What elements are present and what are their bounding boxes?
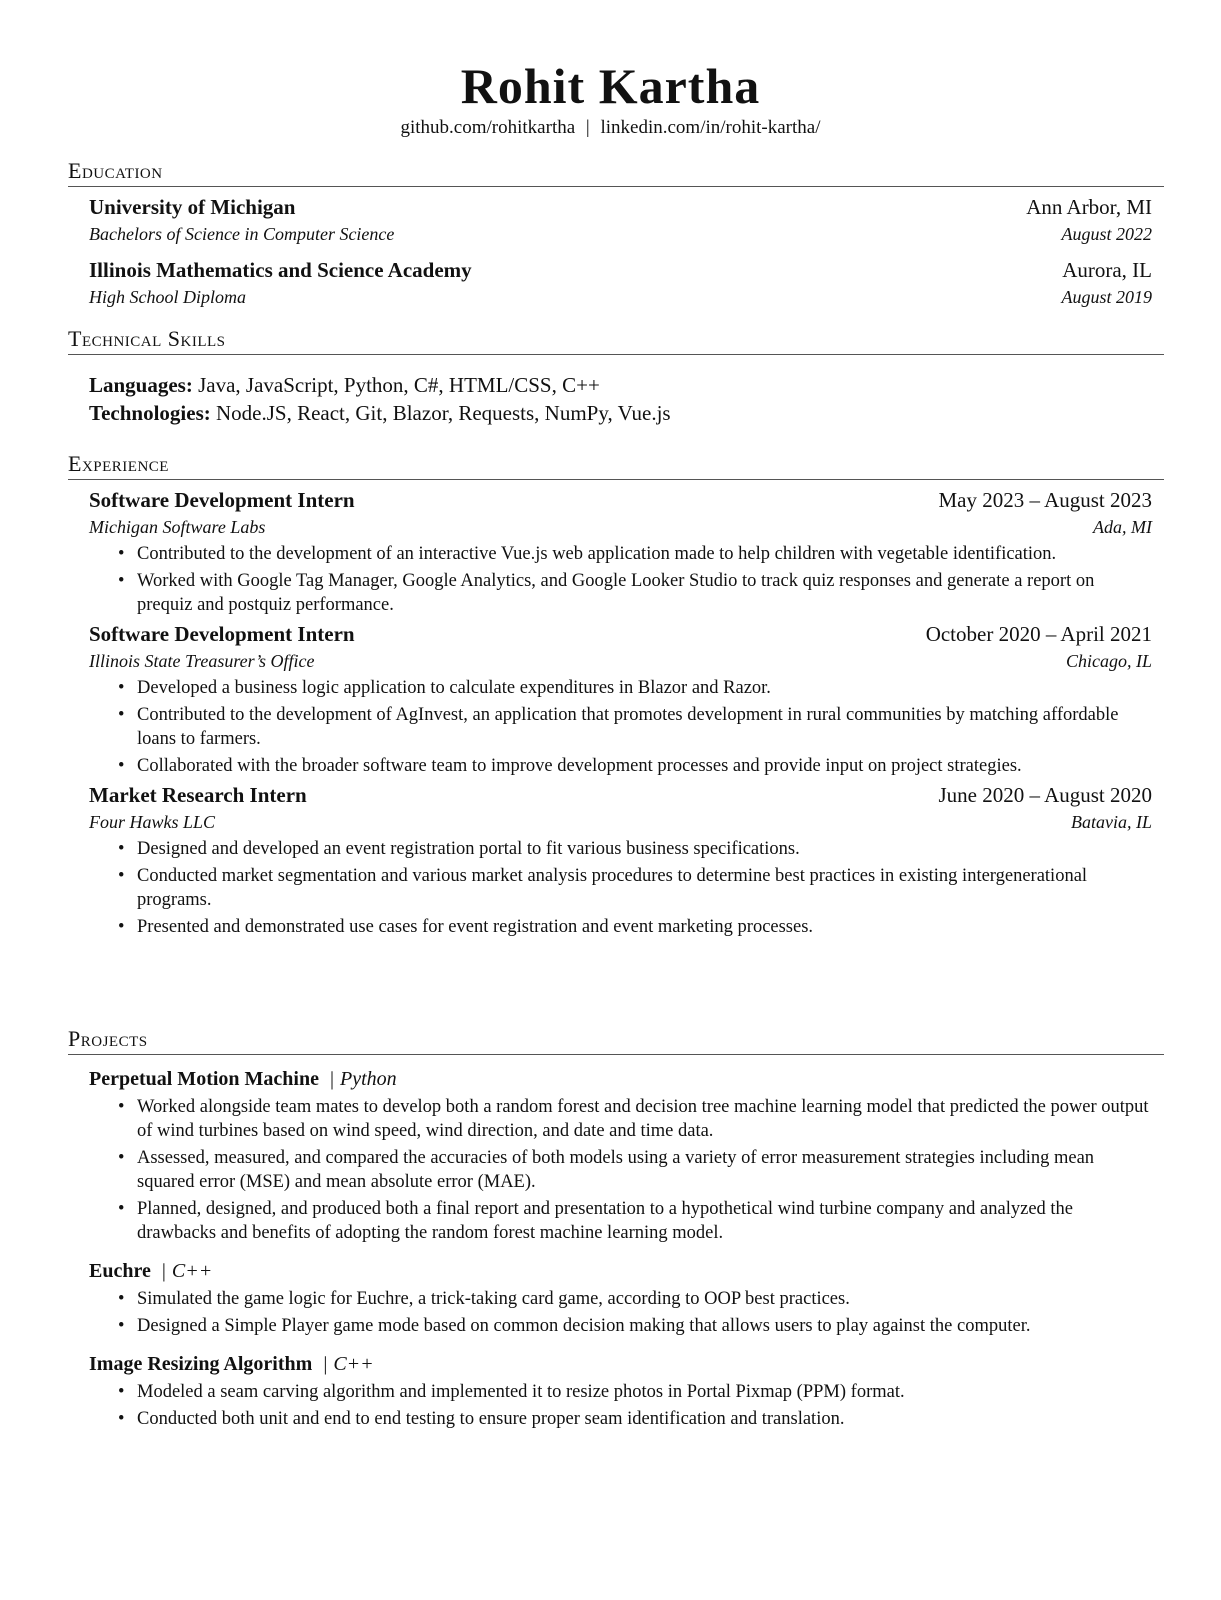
project-tech: Python: [339, 1068, 397, 1090]
bullet-item: • Worked with Google Tag Manager, Google Analytics, and Google Looker Studio to track quiz responses and generate a report on prequiz and postquiz performance.: [118, 571, 1095, 615]
job-sub-row: [89, 809, 1152, 835]
bullet-icon: •: [118, 756, 125, 776]
candidate-name: Rohit Kartha: [460, 58, 761, 114]
job-dates: June 2020 – August 2020: [938, 783, 1152, 807]
job-company: Michigan Software Labs: [89, 517, 266, 537]
bullet-icon: •: [118, 1289, 125, 1309]
project-name: Image Resizing Algorithm: [89, 1353, 313, 1375]
job-location: Chicago, IL: [1065, 651, 1152, 671]
job-dates: May 2023 – August 2023: [938, 488, 1152, 512]
job-entry: [89, 781, 1152, 939]
job-role: Software Development Intern: [89, 622, 355, 646]
github-link[interactable]: github.com/rohitkartha: [400, 117, 576, 138]
section-title-skills: Technical Skills: [68, 326, 1164, 355]
bullet-item: • Conducted both unit and end to end testing to ensure proper seam identification and translation.: [118, 1409, 845, 1429]
bullet-item: • Developed a business logic application to calculate expenditures in Blazor and Razor.: [118, 678, 771, 698]
bullet-icon: •: [118, 1382, 125, 1402]
bullet-item: • Contributed to the development of AgInvest, an application that promotes development in rural communities by matching affordable loans to farmers.: [118, 705, 1119, 749]
project-bullets: [89, 1095, 1152, 1245]
contact-line: [0, 116, 1221, 140]
project-title-row: [89, 1350, 1152, 1378]
bullet-item: • Conducted market segmentation and various market analysis procedures to determine best practices in existing intergenerational programs.: [118, 866, 1088, 910]
school-name: University of Michigan: [89, 195, 296, 219]
bullet-item: • Planned, designed, and produced both a final report and presentation to a hypothetical wind turbine company and analyzed the drawbacks and benefits of adopting the random forest machine learning model.: [118, 1199, 1074, 1243]
project-entry: [89, 1350, 1152, 1431]
project-separator: |: [329, 1068, 334, 1090]
bullet-item: • Contributed to the development of an interactive Vue.js web application made to help children with vegetable identification.: [118, 544, 1057, 564]
project-tech: C++: [171, 1260, 213, 1282]
bullet-item: • Worked alongside team mates to develop both a random forest and decision tree machine learning model that predicted the power output of wind turbines based on wind speed, wind direction, and date and time data.: [118, 1097, 1149, 1141]
job-main-row: [89, 620, 1152, 648]
job-main-row: [89, 486, 1152, 514]
linkedin-link[interactable]: linkedin.com/in/rohit-kartha/: [600, 117, 821, 138]
bullet-icon: •: [118, 1097, 125, 1117]
degree: High School Diploma: [89, 287, 246, 307]
job-role: Market Research Intern: [89, 783, 307, 807]
job-entry: [89, 620, 1152, 778]
project-title-row: [89, 1065, 1152, 1093]
degree: Bachelors of Science in Computer Science: [89, 224, 395, 244]
education-entry-sub-row: [89, 284, 1152, 310]
section-title-projects: Projects: [68, 1026, 1164, 1055]
education-entry-main-row: [89, 193, 1152, 221]
school-location: Aurora, IL: [1062, 258, 1152, 282]
bullet-icon: •: [118, 1316, 125, 1336]
graduation-date: August 2019: [1061, 287, 1152, 307]
bullet-icon: •: [118, 678, 125, 698]
job-dates: October 2020 – April 2021: [925, 622, 1152, 646]
technologies-label: Technologies:: [89, 401, 211, 425]
graduation-date: August 2022: [1061, 224, 1152, 244]
job-bullets: [89, 837, 1152, 939]
education-entry: [89, 256, 1152, 310]
education-entry-main-row: [89, 256, 1152, 284]
bullet-icon: •: [118, 544, 125, 564]
languages-label: Languages:: [89, 373, 193, 397]
job-role: Software Development Intern: [89, 488, 355, 512]
skills-list: [68, 371, 1164, 427]
bullet-icon: •: [118, 866, 125, 886]
bullet-item: • Assessed, measured, and compared the accuracies of both models using a variety of error measurement strategies including mean squared error (MSE) and mean absolute error (MAE).: [118, 1148, 1095, 1192]
technologies-value: Node.JS, React, Git, Blazor, Requests, NumPy, Vue.js: [215, 401, 671, 425]
bullet-icon: •: [118, 1199, 125, 1219]
school-location: Ann Arbor, MI: [1026, 195, 1152, 219]
job-main-row: [89, 781, 1152, 809]
job-company: Illinois State Treasurer’s Office: [89, 651, 315, 671]
bullet-item: • Presented and demonstrated use cases for event registration and event marketing processes.: [118, 917, 814, 937]
job-location: Ada, MI: [1093, 517, 1152, 537]
project-entry: [89, 1257, 1152, 1338]
job-bullets: [89, 542, 1152, 617]
section-title-education: Education: [68, 158, 1164, 187]
project-separator: |: [323, 1353, 328, 1375]
bullet-icon: •: [118, 1148, 125, 1168]
education-section: [68, 158, 1164, 310]
skills-technologies-row: [89, 399, 1164, 427]
bullet-icon: •: [118, 839, 125, 859]
bullet-item: • Designed and developed an event registration portal to fit various business specifications.: [118, 839, 800, 859]
projects-section: [68, 1026, 1164, 1434]
bullet-item: • Simulated the game logic for Euchre, a trick-taking card game, according to OOP best practices.: [118, 1289, 850, 1309]
skills-languages-row: [89, 371, 1164, 399]
project-separator: |: [161, 1260, 166, 1282]
job-bullets: [89, 676, 1152, 778]
bullet-item: • Modeled a seam carving algorithm and implemented it to resize photos in Portal Pixmap (PPM) format.: [118, 1382, 905, 1402]
resume-header: [0, 56, 1221, 140]
job-company: Four Hawks LLC: [89, 812, 216, 832]
job-sub-row: [89, 514, 1152, 540]
bullet-icon: •: [118, 705, 125, 725]
education-entry: [89, 193, 1152, 247]
project-name: Euchre: [89, 1260, 151, 1282]
bullet-icon: •: [118, 1409, 125, 1429]
project-title-row: [89, 1257, 1152, 1285]
skills-section: [68, 326, 1164, 427]
languages-value: Java, JavaScript, Python, C#, HTML/CSS, C++: [198, 373, 600, 397]
job-entry: [89, 486, 1152, 617]
bullet-icon: •: [118, 571, 125, 591]
job-sub-row: [89, 648, 1152, 674]
project-bullets: [89, 1380, 1152, 1431]
project-bullets: [89, 1287, 1152, 1338]
contact-separator: |: [585, 117, 590, 138]
project-tech: C++: [333, 1353, 374, 1375]
project-name: Perpetual Motion Machine: [89, 1068, 319, 1090]
bullet-item: • Collaborated with the broader software team to improve development processes and provide input on project strategies.: [118, 756, 1022, 776]
bullet-icon: •: [118, 917, 125, 937]
school-name: Illinois Mathematics and Science Academy: [89, 258, 472, 282]
experience-section: [68, 451, 1164, 942]
project-entry: [89, 1065, 1152, 1245]
bullet-item: • Designed a Simple Player game mode based on common decision making that allows users to play against the computer.: [118, 1316, 1031, 1336]
education-entry-sub-row: [89, 221, 1152, 247]
job-location: Batavia, IL: [1071, 812, 1152, 832]
section-title-experience: Experience: [68, 451, 1164, 480]
